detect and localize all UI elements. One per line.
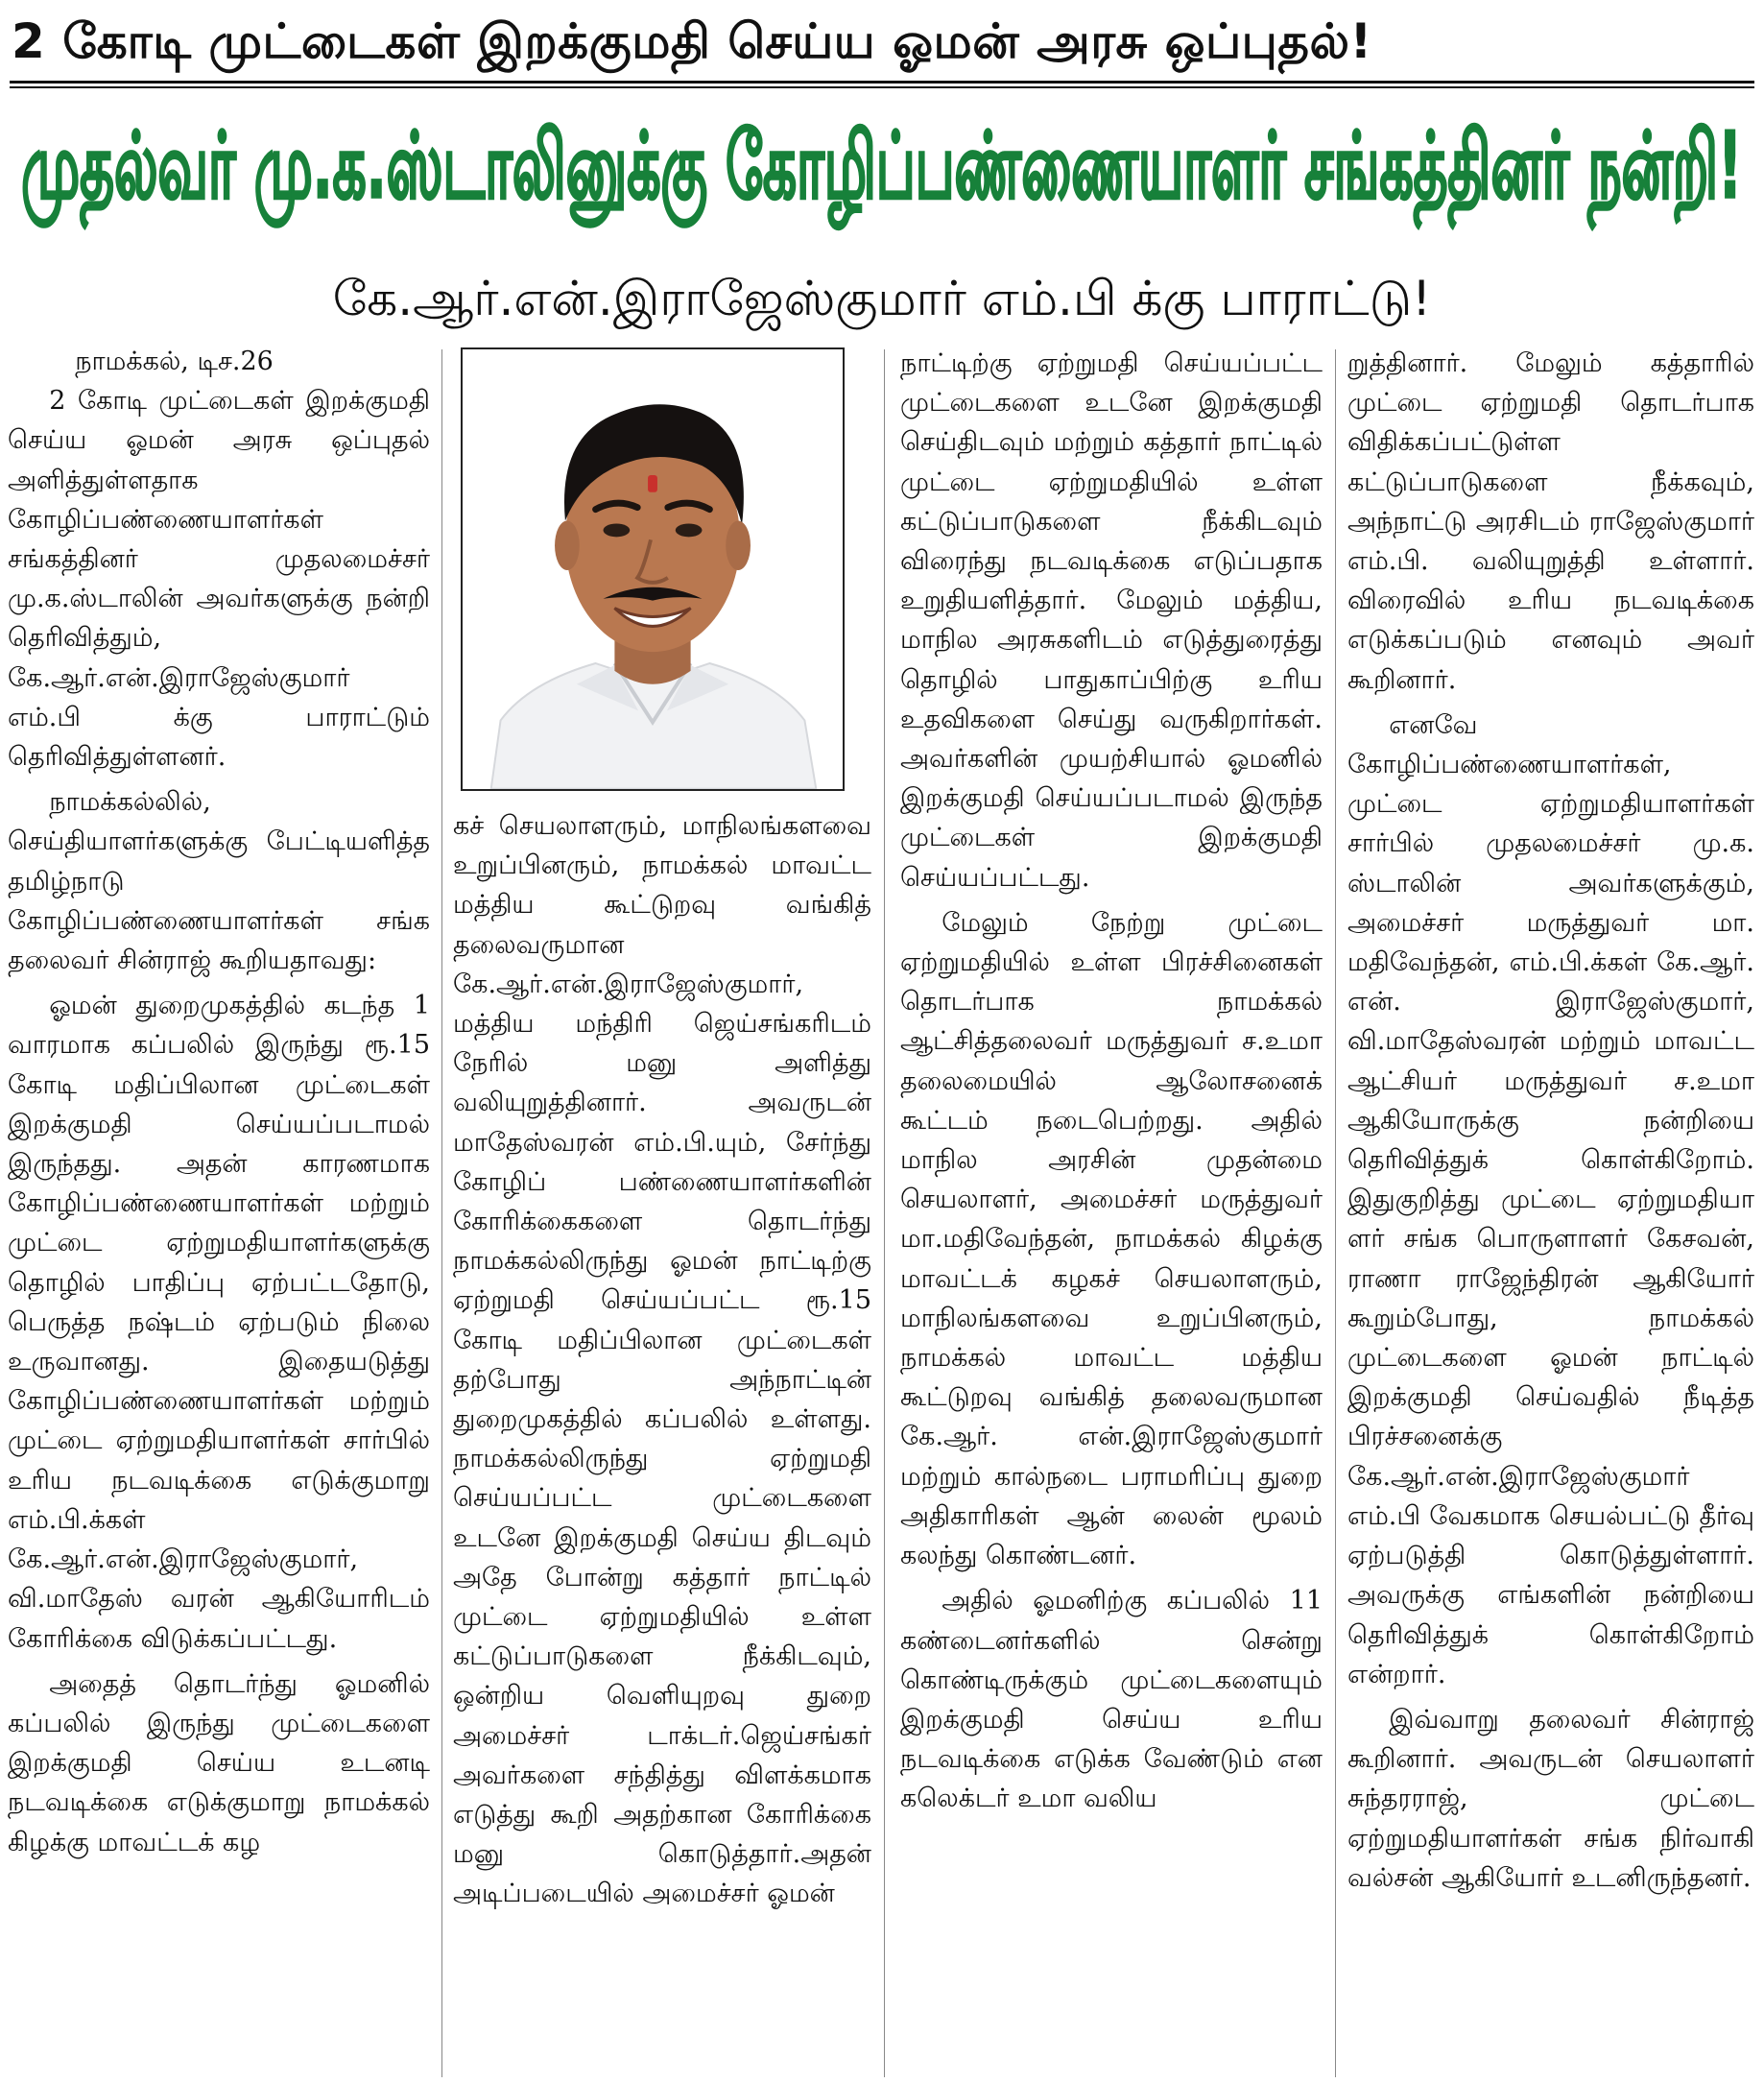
article-column-3 — [900, 344, 1323, 1825]
article-column-2 — [453, 806, 871, 1920]
dateline: நாமக்கல், டிச.26 — [75, 347, 274, 376]
main-headline: முதல்வர் மு.க.ஸ்டாலினுக்கு கோழிப்பண்ணையாளர் சங்கத்தினர் நன்றி! — [21, 113, 1743, 221]
paragraph: அதில் ஓமனிற்கு கப்பலில் 11 கண்டைனர்களில் சென்று கொண்டிருக்கும் முட்டைகளையும் இறக்குமதி செய்ய உரிய நடவடிக்கை எடுக்க வேண்டும் என கலெக்டர் உமா வலிய — [900, 1586, 1323, 1814]
portrait-photo — [461, 347, 845, 791]
portrait-illustration — [463, 349, 843, 789]
column-divider — [884, 349, 885, 2077]
column-divider — [441, 349, 442, 2077]
paragraph: கச் செயலாளரும், மாநிலங்களவை உறுப்பினரும், நாமக்கல் மாவட்ட மத்திய கூட்டுறவு வங்கித் தலைவருமான கே.ஆர்.என்.இராஜேஸ்குமார், மத்திய மந்திரி ஜெய்சங்கரிடம் நேரில் மனு அளித்து வலியுறுத்தினார். அவருடன் மாதேஸ்வரன் எம்.பி.யும், சேர்ந்து கோழிப் பண்ணையாளர்களின் கோரிக்கைகளை தொடர்ந்து நாமக்கல்லிருந்து ஓமன் நாட்டிற்கு ஏற்றுமதி செய்யப்பட்ட ரூ.15 கோடி மதிப்பிலான முட்டைகள் தற்போது அந்நாட்டின் துறைமுகத்தில் கப்பலில் உள்ளது. நாமக்கல்லிருந்து ஏற்றுமதி செய்யப்பட்ட முட்டைகளை உடனே இறக்குமதி செய்ய திடவும் அதே போன்று கத்தார் நாட்டில் முட்டை ஏற்றுமதியில் உள்ள கட்டுப்பாடுகளை நீக்கிடவும், ஒன்றிய வெளியுறவு துறை அமைச்சர் டாக்டர்.ஜெய்சங்கர் அவர்களை சந்தித்து விளக்கமாக எடுத்து கூறி அதற்கான கோரிக்கை மனு கொடுத்தார்.அதன் அடிப்படையில் அமைச்சர் ஓமன் — [453, 811, 871, 1909]
paragraph: இவ்வாறு தலைவர் சின்ராஜ் கூறினார். அவருடன் செயலாளர் சுந்தரராஜ், முட்டை ஏற்றுமதியாளர்கள் சங்க நிர்வாகி வல்சன் ஆகியோர் உடனிருந்தனர். — [1347, 1704, 1754, 1893]
paragraph: எனவே கோழிப்பண்ணையாளர்கள், முட்டை ஏற்றுமதியாளர்கள் சார்பில் முதலமைச்சர் மு.க. ஸ்டாலின் அவர்களுக்கும், அமைச்சர் மருத்துவர் மா. மதிவேந்தன், எம்.பி.க்கள் கே.ஆர். என். இராஜேஸ்குமார், வி.மாதேஸ்வரன் மற்றும் மாவட்ட ஆட்சியர் மருத்துவர் ச.உமா ஆகியோருக்கு நன்றியை தெரிவித்துக் கொள்கிறோம். இதுகுறித்து முட்டை ஏற்றுமதியா ளர் சங்க பொருளாளர் கேசவன், ராணா ராஜேந்திரன் ஆகியோர் கூறும்போது, நாமக்கல் முட்டைகளை ஓமன் நாட்டில் இறக்குமதி செய்வதில் நீடித்த பிரச்சனைக்கு கே.ஆர்.என்.இராஜேஸ்குமார் எம்.பி வேகமாக செயல்பட்டு தீர்வு ஏற்படுத்தி கொடுத்துள்ளார். அவருக்கு எங்களின் நன்றியை தெரிவித்துக் கொள்கிறோம் என்றார். — [1347, 709, 1754, 1689]
sub-headline: கே.ஆர்.என்.இராஜேஸ்குமார் எம்.பி க்கு பாராட்டு! — [332, 271, 1432, 326]
paragraph: ஓமன் துறைமுகத்தில் கடந்த 1 வாரமாக கப்பலில் இருந்து ரூ.15 கோடி மதிப்பிலான முட்டைகள் இறக்குமதி செய்யப்படாமல் இருந்தது. அதன் காரணமாக கோழிப்பண்ணையாளர்கள் மற்றும் முட்டை ஏற்றுமதியாளர்களுக்கு தொழில் பாதிப்பு ஏற்பட்டதோடு, பெருத்த நஷ்டம் ஏற்படும் நிலை உருவானது. இதையடுத்து கோழிப்பண்ணையாளர்கள் மற்றும் முட்டை ஏற்றுமதியாளர்கள் சார்பில் உரிய நடவடிக்கை எடுக்குமாறு எம்.பி.க்கள் கே.ஆர்.என்.இராஜேஸ்குமார், வி.மாதேஸ் வரன் ஆகியோரிடம் கோரிக்கை விடுக்கப்பட்டது. — [8, 991, 430, 1654]
paragraph: அதைத் தொடர்ந்து ஓமனில் கப்பலில் இருந்து முட்டைகளை இறக்குமதி செய்ய உடனடி நடவடிக்கை எடுக்குமாறு நாமக்கல் கிழக்கு மாவட்டக் கழ — [8, 1668, 430, 1857]
paragraph: நாட்டிற்கு ஏற்றுமதி செய்யப்பட்ட முட்டைகளை உடனே இறக்குமதி செய்திடவும் மற்றும் கத்தார் நாட்டில் முட்டை ஏற்றுமதியில் உள்ள கட்டுப்பாடுகளை நீக்கிடவும் விரைந்து நடவடிக்கை எடுப்பதாக உறுதியளித்தார். மேலும் மத்திய, மாநில அரசுகளிடம் எடுத்துரைத்து தொழில் பாதுகாப்பிற்கு உரிய உதவிகளை செய்து வருகிறார்கள். அவர்களின் முயற்சியால் ஓமனில் இறக்குமதி செய்யப்படாமல் இருந்த முட்டைகள் இறக்குமதி செய்யப்பட்டது. — [900, 348, 1323, 893]
paragraph: நாமக்கல்லில், செய்தியாளர்களுக்கு பேட்டியளித்த தமிழ்நாடு கோழிப்பண்ணையாளர்கள் சங்க தலைவர் சின்ராஜ் கூறியதாவது: — [8, 787, 430, 976]
column-divider — [1335, 349, 1336, 2077]
article-column-1 — [8, 342, 430, 1868]
main-headline-wrap — [0, 96, 1764, 240]
paragraph: றுத்தினார். மேலும் கத்தாரில் முட்டை ஏற்றுமதி தொடர்பாக விதிக்கப்பட்டுள்ள கட்டுப்பாடுகளை நீக்கவும், அந்நாட்டு அரசிடம் ராஜேஸ்குமார் எம்.பி. வலியுறுத்தி உள்ளார். விரைவில் உரிய நடவடிக்கை எடுக்கப்படும் எனவும் அவர் கூறினார். — [1347, 348, 1754, 695]
paragraph: மேலும் நேற்று முட்டை ஏற்றுமதியில் உள்ள பிரச்சினைகள் தொடர்பாக நாமக்கல் ஆட்சித்தலைவர் மருத்துவர் ச.உமா தலைமையில் ஆலோசனைக் கூட்டம் நடைபெற்றது. அதில் மாநில அரசின் முதன்மை செயலாளர், அமைச்சர் மருத்துவர் மா.மதிவேந்தன், நாமக்கல் கிழக்கு மாவட்டக் கழகச் செயலாளரும், மாநிலங்களவை உறுப்பினரும், நாமக்கல் மாவட்ட மத்திய கூட்டுறவு வங்கித் தலைவருமான கே.ஆர். என்.இராஜேஸ்குமார் மற்றும் கால்நடை பராமரிப்பு துறை அதிகாரிகள் ஆன் லைன் மூலம் கலந்து கொண்டனர். — [900, 907, 1323, 1571]
kicker-headline: 2 கோடி முட்டைகள் இறக்குமதி செய்ய ஓமன் அரசு ஒப்புதல்! — [12, 13, 1372, 69]
article-column-4 — [1347, 344, 1754, 1903]
paragraph: 2 கோடி முட்டைகள் இறக்குமதி செய்ய ஓமன் அரசு ஒப்புதல் அளித்துள்ளதாக கோழிப்பண்ணையாளர்கள் சங்கத்தினர் முதலமைச்சர் மு.க.ஸ்டாலின் அவர்களுக்கு நன்றி தெரிவித்தும், கே.ஆர்.என்.இராஜேஸ்குமார் எம்.பி க்கு பாராட்டும் தெரிவித்துள்ளனர். — [8, 386, 430, 773]
